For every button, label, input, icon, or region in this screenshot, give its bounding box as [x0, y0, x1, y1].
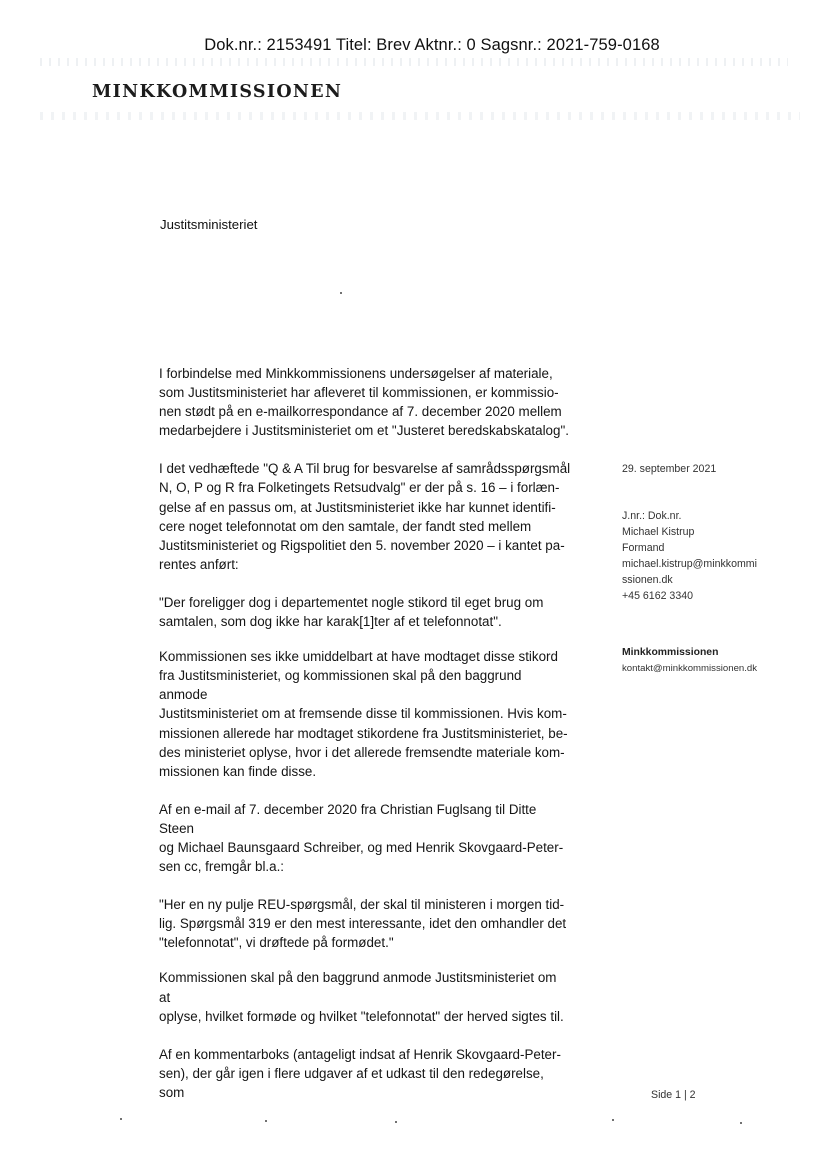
text-line: medarbejdere i Justitsministeriet om et "Justeret beredskabskatalog". [159, 423, 569, 439]
text-line: Justitsministeriet om at fremsende disse til kommissionen. Hvis kom- [159, 706, 567, 722]
contact-block [622, 508, 757, 604]
text-line: cere noget telefonnotat om den samtale, der fandt sted mellem [159, 518, 532, 534]
organization-email: kontakt@minkkommissionen.dk [622, 663, 758, 674]
text-line: Justitsministeriet og Rigspolitiet den 5. november 2020 – i kantet pa- [159, 537, 565, 553]
paragraph [159, 459, 571, 574]
contact-line: Michael Kistrup [622, 526, 695, 538]
contact-line: michael.kistrup@minkkommi [622, 558, 757, 570]
document-header: Dok.nr.: 2153491 Titel: Brev Aktnr.: 0 Sagsnr.: 2021-759-0168 [204, 36, 660, 54]
scan-speck [265, 1120, 267, 1122]
paragraph [159, 968, 571, 1025]
scan-speck [612, 1119, 614, 1121]
scan-speck [340, 292, 342, 294]
text-line: Af en kommentarboks (antageligt indsat af Henrik Skovgaard-Peter- [159, 1046, 561, 1062]
scan-speck [395, 1121, 397, 1123]
text-line: des ministeriet oplyse, hvor i det allerede fremsendte materiale kom- [159, 744, 565, 760]
contact-line: ssionen.dk [622, 574, 673, 586]
text-line: fra Justitsministeriet, og kommissionen skal på den baggrund anmode [159, 668, 522, 703]
text-line: rentes anført: [159, 556, 239, 572]
scan-artifact-line [40, 58, 788, 66]
text-line: I det vedhæftede "Q & A Til brug for besvarelse af samrådsspørgsmål [159, 461, 571, 477]
text-line: Af en e-mail af 7. december 2020 fra Christian Fuglsang til Ditte Steen [159, 801, 537, 836]
paragraph [159, 647, 571, 781]
scan-artifact-line [40, 112, 800, 120]
scan-speck [740, 1122, 742, 1124]
text-line: "Her en ny pulje REU-spørgsmål, der skal til ministeren i morgen tid- [159, 897, 565, 913]
contact-line: Formand [622, 542, 665, 554]
paragraph [159, 364, 571, 440]
contact-line: J.nr.: Dok.nr. [622, 510, 682, 522]
text-line: sen), der går igen i flere udgaver af et udkast til den redegørelse, som [159, 1065, 544, 1100]
text-line: nen stødt på en e-mailkorrespondance af 7. december 2020 mellem [159, 404, 562, 420]
text-line: Kommissionen ses ikke umiddelbart at have modtaget disse stikord [159, 649, 558, 665]
paragraph [159, 800, 571, 876]
scan-speck [120, 1118, 122, 1120]
text-line: "Der foreligger dog i departementet nogle stikord til eget brug om [159, 594, 544, 610]
text-line: som Justitsministeriet har afleveret til kommissionen, er kommissio- [159, 385, 559, 401]
text-line: sen cc, fremgår bl.a.: [159, 859, 285, 875]
text-line: missionen allerede har modtaget stikordene fra Justitsministeriet, be- [159, 725, 568, 741]
text-line: missionen kan finde disse. [159, 763, 317, 779]
text-line: og Michael Baunsgaard Schreiber, og med Henrik Skovgaard-Peter- [159, 839, 564, 855]
organization-name: Minkkommissionen [622, 647, 719, 658]
contact-line: +45 6162 3340 [622, 590, 693, 602]
letter-date: 29. september 2021 [622, 463, 717, 475]
recipient: Justitsministeriet [160, 217, 258, 232]
page-number: Side 1 | 2 [651, 1089, 696, 1101]
text-line: Kommissionen skal på den baggrund anmode Justitsministeriet om at [159, 970, 557, 1005]
text-line: oplyse, hvilket formøde og hvilket "telefonnotat" der herved sigtes til. [159, 1008, 564, 1024]
paragraph [159, 1045, 571, 1102]
text-line: I forbindelse med Minkkommissionens undersøgelser af materiale, [159, 366, 553, 381]
text-line: samtalen, som dog ikke har karak[1]ter af et telefonnotat". [159, 614, 502, 630]
text-line: N, O, P og R fra Folketingets Retsudvalg" er der på s. 16 – i forlæn- [159, 480, 560, 496]
text-line: gelse af en passus om, at Justitsministeriet ikke har kunnet identifi- [159, 499, 556, 515]
logo: MINKKOMMISSIONEN [92, 82, 343, 102]
text-line: lig. Spørgsmål 319 er den mest interessante, idet den omhandler det [159, 916, 567, 932]
paragraph [159, 895, 571, 952]
text-line: "telefonnotat", vi drøftede på formødet." [159, 935, 394, 951]
organization-block [622, 645, 757, 677]
paragraph [159, 593, 571, 631]
letter-body [159, 364, 571, 1121]
